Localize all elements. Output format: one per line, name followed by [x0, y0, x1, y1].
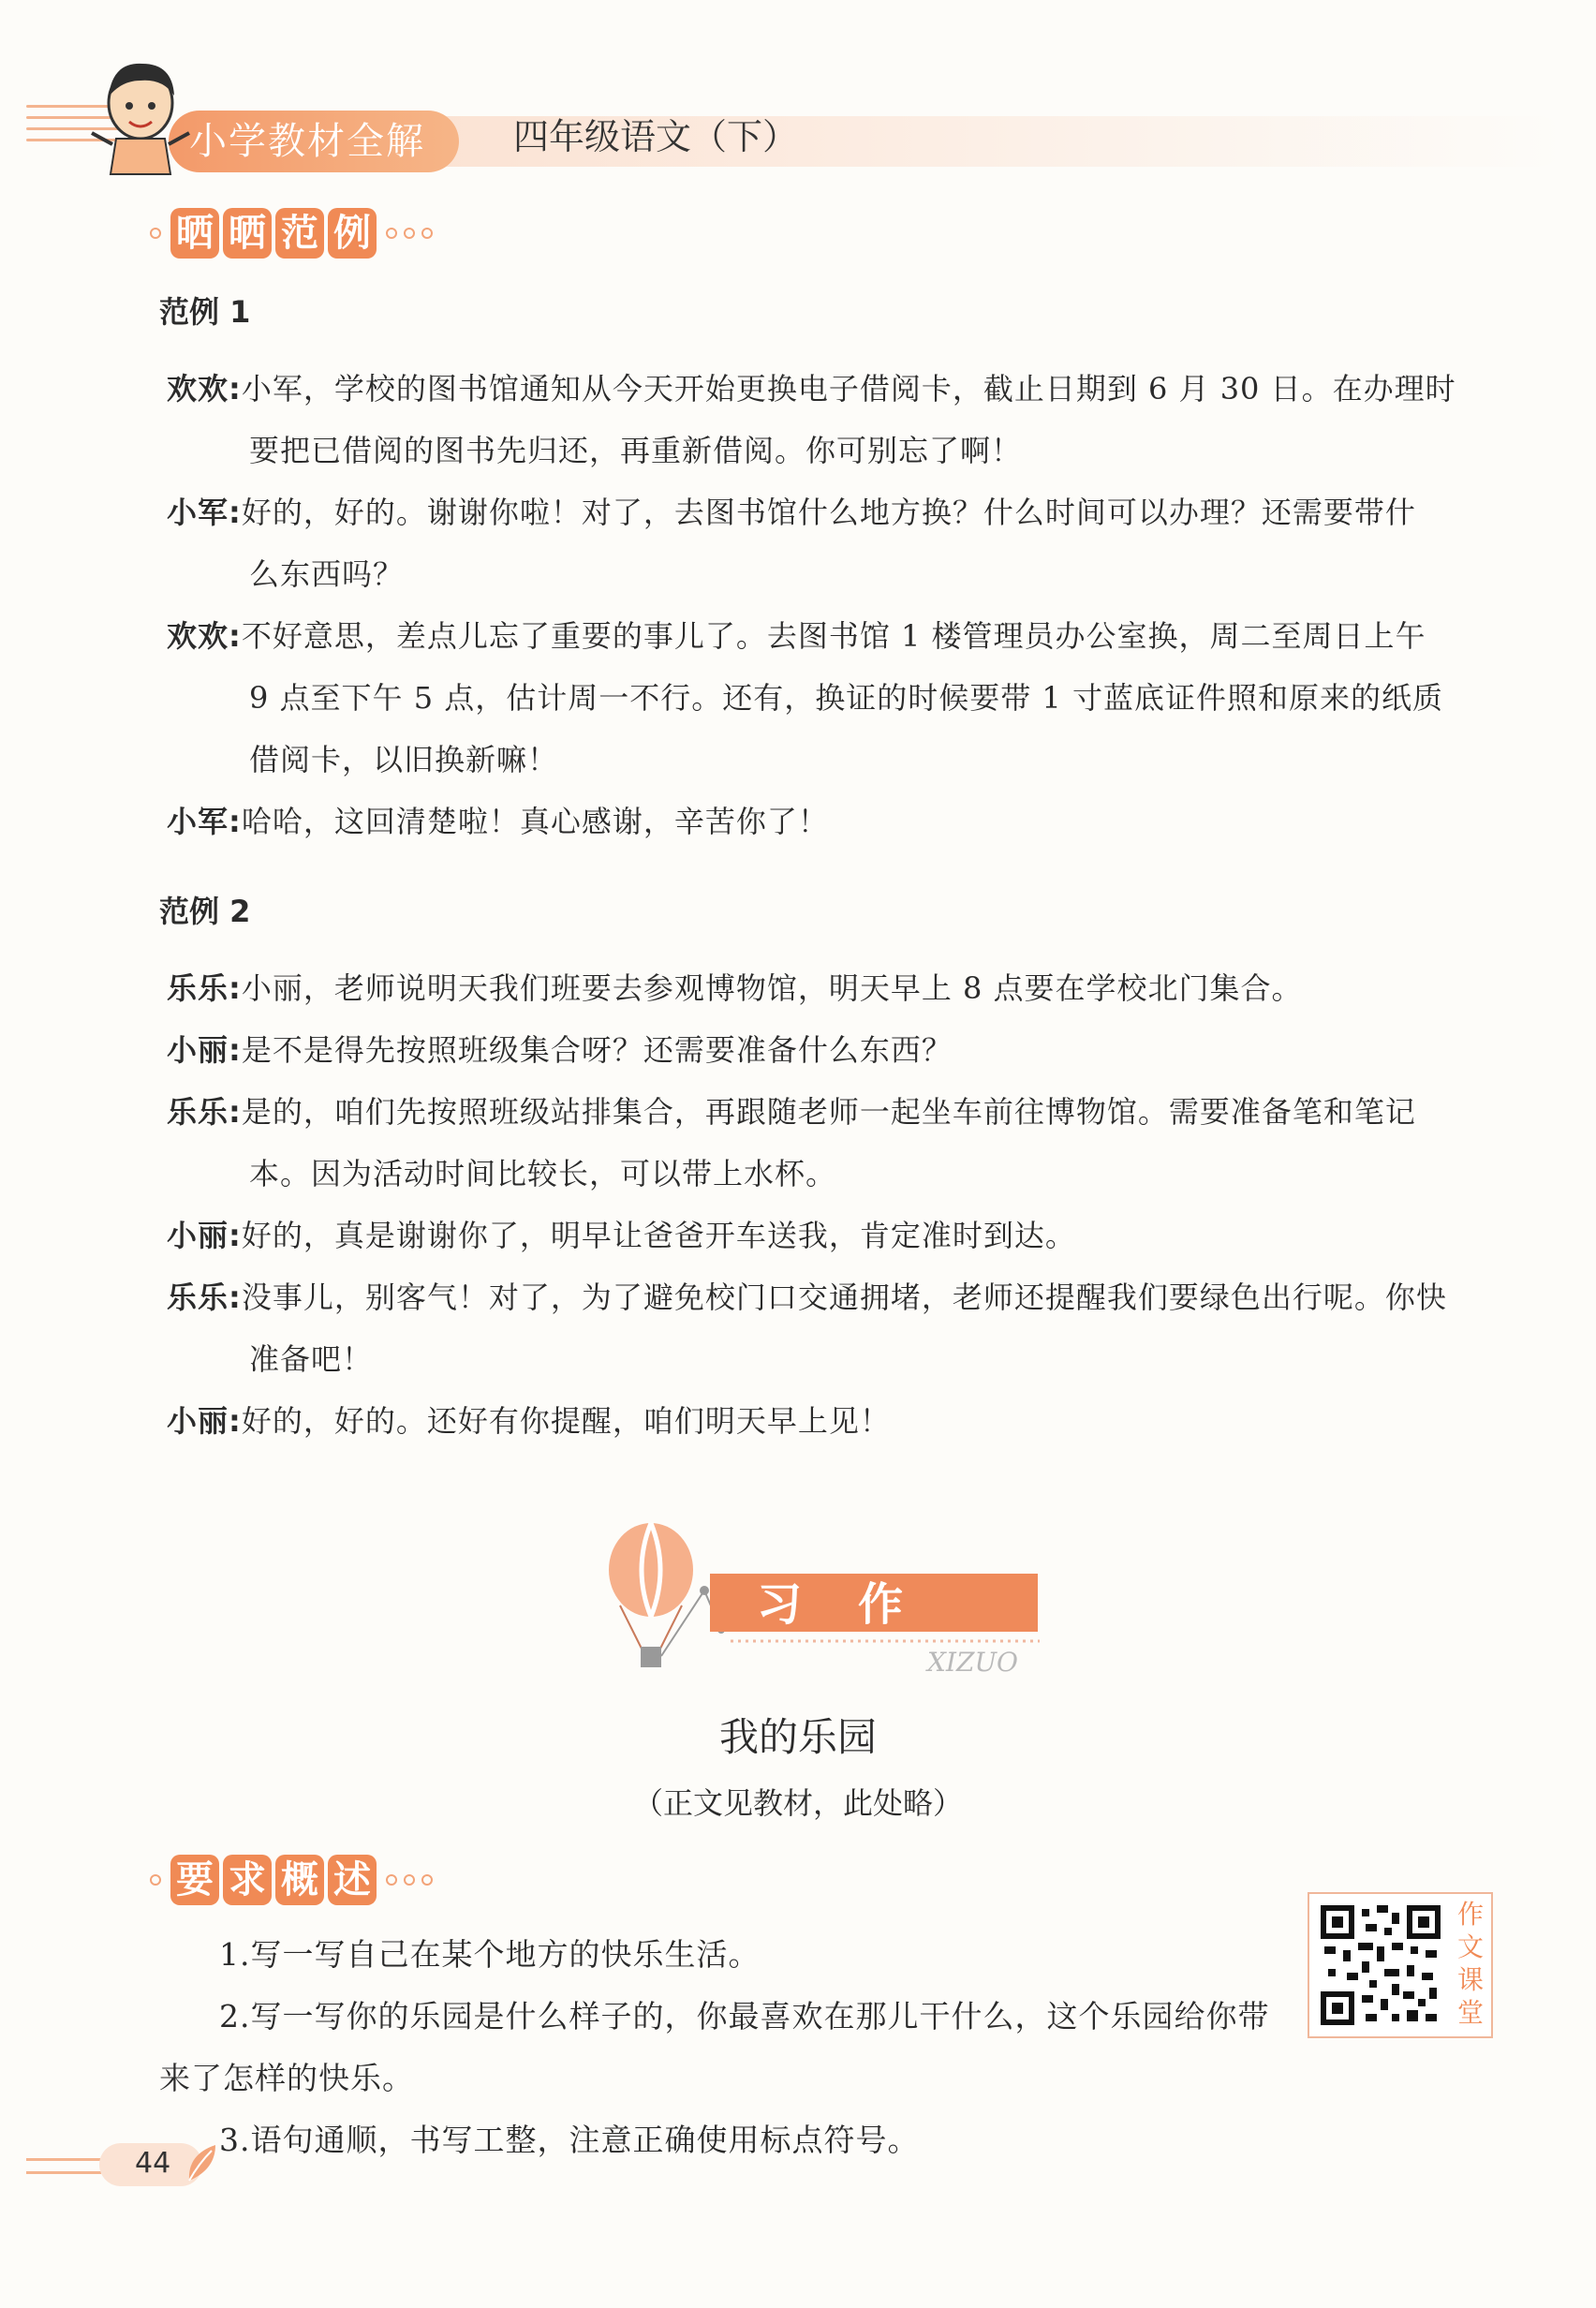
speaker: 小军: — [167, 495, 242, 530]
tag-char: 概 — [275, 1855, 324, 1905]
section-tag-requirements — [150, 1853, 433, 1907]
utterance-continued: 么东西吗？ — [249, 556, 405, 592]
utterance-continued: 借阅卡，以旧换新嘛！ — [249, 742, 559, 777]
qr-label-char: 课 — [1456, 1964, 1484, 1995]
page-number: 44 — [135, 2147, 171, 2180]
utterance-continued: 准备吧！ — [249, 1341, 374, 1377]
speaker: 乐乐: — [167, 970, 242, 1006]
tag-dots-right — [386, 228, 433, 239]
utterance-continued: 要把已借阅的图书先归还，再重新借阅。你可别忘了啊！ — [249, 433, 1023, 468]
utterance: 小军，学校的图书馆通知从今天开始更换电子借阅卡，截止日期到 6 月 30 日。在办理时 — [241, 371, 1456, 407]
tag-char: 晒 — [223, 208, 272, 259]
dialogue-line — [167, 1019, 1478, 1081]
speaker: 欢欢: — [167, 371, 242, 407]
series-title: 小学教材全解 — [169, 111, 459, 172]
speaker: 小丽: — [167, 1218, 242, 1253]
section-tag-examples — [150, 206, 433, 260]
qr-panel — [1308, 1892, 1493, 2038]
xizuo-char: 习 — [757, 1578, 859, 1631]
utterance-continued: 9 点至下午 5 点，估计周一不行。还有，换证的时候要带 1 寸蓝底证件照和原来的纸质 — [249, 680, 1443, 716]
example-1-label: 范例 1 — [159, 294, 251, 330]
essay-note: （正文见教材，此处略） — [632, 1785, 963, 1821]
qr-label-char: 文 — [1456, 1931, 1484, 1962]
tag-dots-left — [150, 228, 161, 239]
utterance: 哈哈，这回清楚啦！真心感谢，辛苦你了！ — [241, 804, 829, 839]
tag-char: 范 — [275, 208, 324, 259]
dialogue-line — [167, 605, 1478, 667]
tag-char: 述 — [328, 1855, 377, 1905]
requirement-item-continued: 来了怎样的快乐。 — [159, 2060, 414, 2096]
utterance: 是的，咱们先按照班级站排集合，再跟随老师一起坐车前往博物馆。需要准备笔和笔记 — [241, 1094, 1416, 1130]
utterance: 小丽，老师说明天我们班要去参观博物馆，明天早上 8 点要在学校北门集合。 — [241, 970, 1303, 1006]
utterance: 好的，真是谢谢你了，明早让爸爸开车送我，肯定准时到达。 — [241, 1218, 1076, 1253]
speaker: 小丽: — [167, 1403, 242, 1439]
essay-title: 我的乐园 — [718, 1714, 877, 1760]
example-1-dialogue — [167, 358, 1478, 852]
boy-mascot-icon — [84, 54, 197, 176]
speaker: 小丽: — [167, 1032, 242, 1068]
tag-dots-left — [150, 1874, 161, 1886]
example-2-dialogue — [167, 957, 1478, 1452]
qr-label-char: 堂 — [1456, 1997, 1484, 2028]
utterance: 好的，好的。谢谢你啦！对了，去图书馆什么地方换？什么时间可以办理？还需要带什 — [241, 495, 1416, 530]
tag-dots-right — [386, 1874, 433, 1886]
speaker: 欢欢: — [167, 618, 242, 654]
qr-code-icon[interactable] — [1317, 1901, 1444, 2029]
requirement-item: 1.写一写自己在某个地方的快乐生活。 — [219, 1936, 761, 1973]
utterance: 好的，好的。还好有你提醒，咱们明天早上见！ — [241, 1403, 891, 1439]
tag-char: 求 — [223, 1855, 272, 1905]
utterance: 是不是得先按照班级集合呀？还需要准备什么东西？ — [241, 1032, 953, 1068]
footer-line — [26, 2171, 101, 2174]
utterance: 没事儿，别客气！对了，为了避免校门口交通拥堵，老师还提醒我们要绿色出行呢。你快 — [241, 1280, 1447, 1315]
xizuo-pinyin: XIZUO — [927, 1647, 1019, 1678]
requirement-item: 2.写一写你的乐园是什么样子的，你最喜欢在那儿干什么，这个乐园给你带 — [219, 1998, 1270, 2034]
speaker: 小军: — [167, 804, 242, 839]
subject-title: 四年级语文（下） — [513, 116, 799, 157]
tag-char: 例 — [328, 208, 377, 259]
speaker: 乐乐: — [167, 1094, 242, 1130]
utterance: 不好意思，差点儿忘了重要的事儿了。去图书馆 1 楼管理员办公室换，周二至周日上午 — [241, 618, 1426, 654]
dialogue-line — [167, 957, 1478, 1019]
leaf-icon — [184, 2141, 221, 2184]
dialogue-line — [167, 1205, 1478, 1266]
xizuo-char: 作 — [858, 1578, 960, 1631]
dialogue-line — [167, 791, 1478, 852]
dialogue-line — [167, 1266, 1478, 1328]
tag-char: 要 — [170, 1855, 219, 1905]
requirement-item: 3.语句通顺，书写工整，注意正确使用标点符号。 — [219, 2122, 920, 2158]
dialogue-line — [167, 358, 1478, 420]
dialogue-line — [167, 1390, 1478, 1452]
speaker: 乐乐: — [167, 1280, 242, 1315]
utterance-continued: 本。因为活动时间比较长，可以带上水杯。 — [249, 1156, 837, 1191]
qr-label-char: 作 — [1456, 1899, 1484, 1930]
tag-char: 晒 — [170, 208, 219, 259]
dialogue-line — [167, 1081, 1478, 1143]
dialogue-line — [167, 481, 1478, 543]
example-2-label: 范例 2 — [159, 894, 251, 929]
